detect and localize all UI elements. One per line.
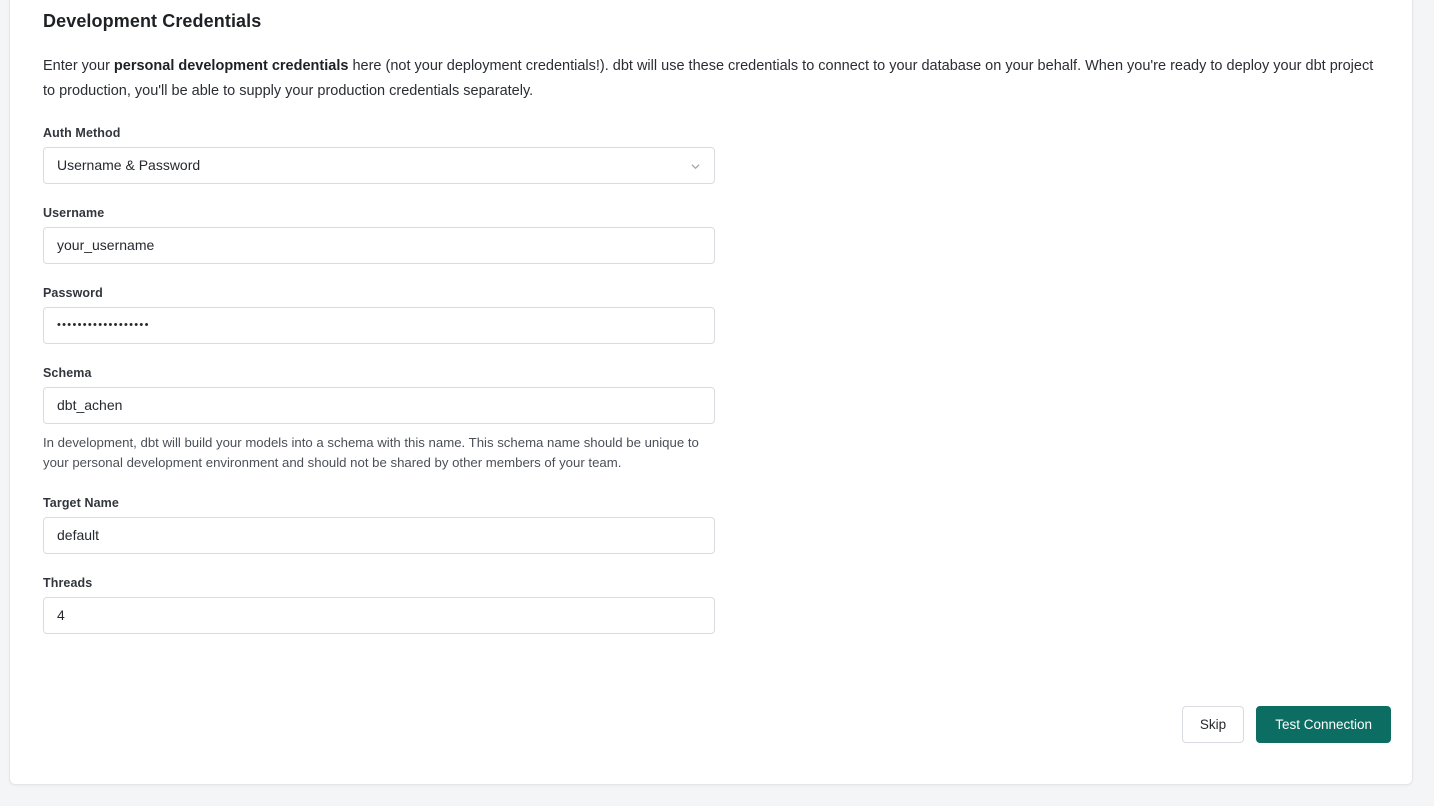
password-input-wrapper[interactable] — [43, 307, 715, 344]
username-input[interactable] — [57, 237, 701, 253]
username-label: Username — [43, 205, 105, 220]
target-name-label: Target Name — [43, 495, 119, 510]
schema-label: Schema — [43, 365, 92, 380]
card-content — [43, 1, 1388, 784]
intro-text-emphasis: personal development credentials — [113, 58, 349, 74]
auth-method-value: Username & Password — [57, 157, 201, 174]
field-auth-method — [43, 126, 1388, 184]
username-input-wrapper[interactable] — [43, 227, 715, 264]
intro-text-before: Enter your — [43, 58, 114, 74]
auth-method-label: Auth Method — [43, 125, 121, 140]
intro-text-after: here (not your deployment credentials!). dbt will use these credentials to connect to your database on your behalf. When you're ready to deploy your dbt project to production, you'll be able to supply your production credentials separately. — [43, 58, 1374, 99]
password-label: Password — [43, 285, 103, 300]
intro-paragraph — [43, 54, 1383, 104]
field-schema — [43, 366, 1388, 474]
test-connection-button[interactable]: Test Connection — [1256, 706, 1391, 743]
development-credentials-card — [9, 0, 1413, 785]
chevron-down-icon — [689, 148, 702, 185]
password-input[interactable]: •••••••••••••••••• — [57, 318, 150, 331]
threads-input[interactable] — [57, 607, 701, 623]
page-title: Development Credentials — [43, 11, 262, 31]
target-name-input[interactable] — [57, 527, 701, 543]
schema-input-wrapper[interactable] — [43, 387, 715, 424]
field-username — [43, 206, 1388, 264]
schema-input[interactable] — [57, 397, 701, 413]
field-target-name — [43, 496, 1388, 554]
threads-input-wrapper[interactable] — [43, 597, 715, 634]
threads-label: Threads — [43, 575, 93, 590]
field-password — [43, 286, 1388, 344]
target-name-input-wrapper[interactable] — [43, 517, 715, 554]
field-threads — [43, 576, 1388, 634]
auth-method-select[interactable] — [43, 147, 715, 184]
skip-button[interactable]: Skip — [1182, 706, 1244, 743]
schema-help-text: In development, dbt will build your models into a schema with this name. This schema name should be unique to your personal development environment and should not be shared by other members of your team. — [43, 434, 699, 471]
form-actions — [1182, 706, 1391, 743]
